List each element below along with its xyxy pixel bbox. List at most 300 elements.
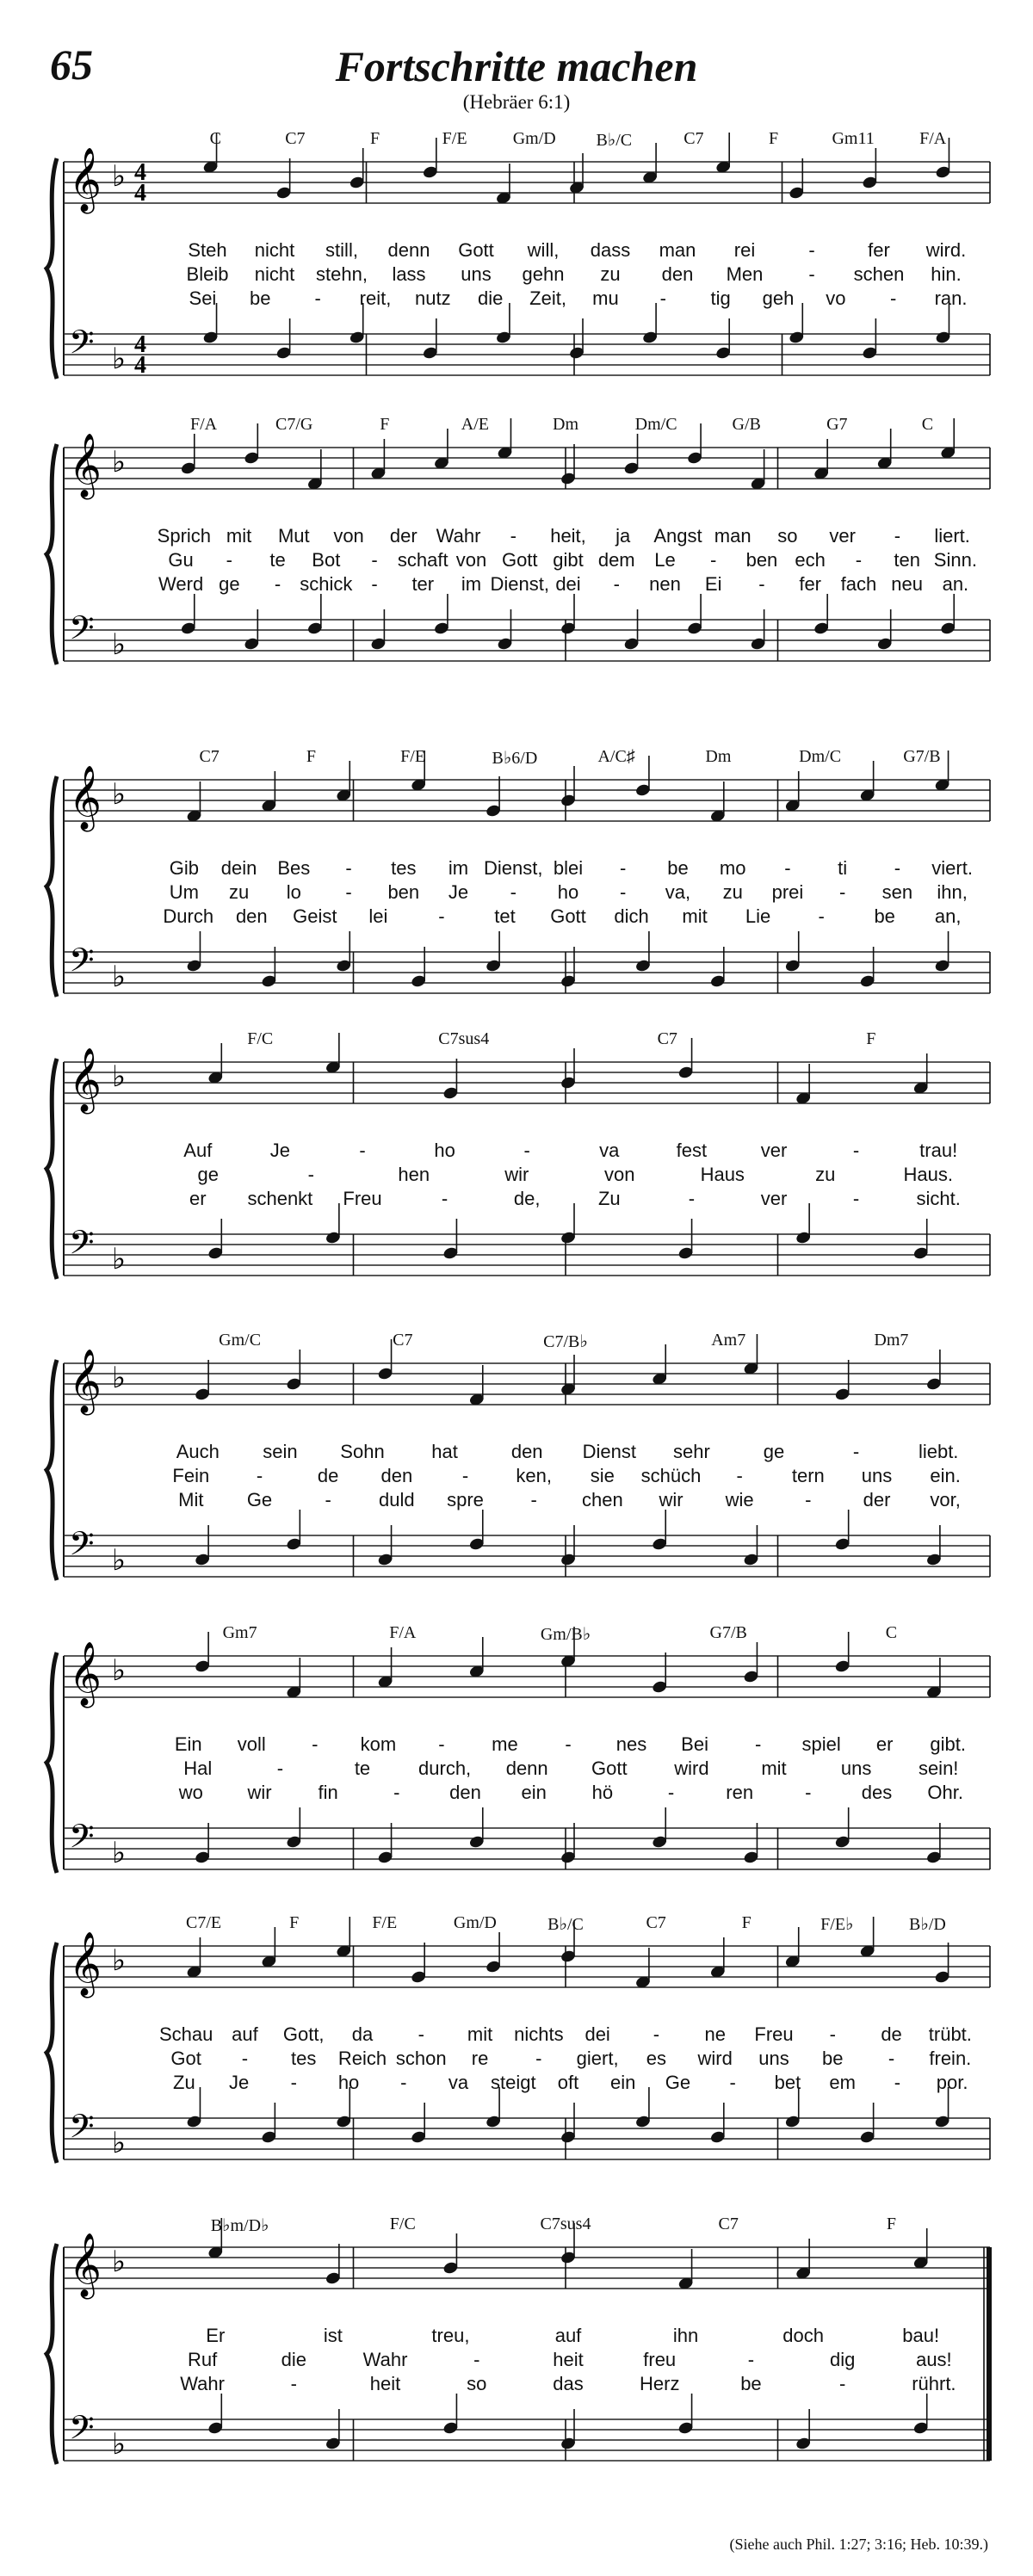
lyric-syllable: lei [368,905,388,927]
lyric-syllable: vo [826,287,846,309]
bass-staff [64,1828,990,1869]
lyric-syllable: - [829,2023,836,2045]
lyric-syllable: wo [178,1782,203,1803]
chord-symbol: Gm/C [219,1331,262,1350]
lyric-syllable: von [333,525,364,547]
treble-staff [64,1946,990,1987]
lyric-syllable: - [729,2072,736,2093]
chord-symbol: C [885,1623,898,1642]
lyric-syllable: - [438,905,445,927]
lyric-syllable: - [400,2072,407,2093]
bass-staff [64,334,990,375]
lyric-syllable: ver [829,525,856,547]
lyric-syllable: - [754,1733,762,1755]
bass-clef: 𝄢 [69,323,95,369]
lyric-syllable: vor, [930,1489,961,1510]
lyric-syllable: frein. [929,2048,972,2069]
footer-reference: (Siehe auch Phil. 1:27; 3:16; Heb. 10:39.) [729,2536,988,2553]
lyric-syllable: Um [169,881,199,903]
chord-symbol: C7 [657,1029,677,1048]
lyric-syllable: gibt [553,549,584,571]
lyric-syllable: Auf [183,1140,213,1161]
lyric-syllable: dem [597,549,635,571]
chord-symbol: F/A [389,1623,417,1642]
chord-symbol: C7 [646,1913,666,1932]
lyric-syllable: trübt. [928,2023,972,2045]
song-title: Fortschritte machen [335,42,698,90]
lyric-syllable: - [805,1489,812,1510]
chord-symbol: F/E♭ [820,1915,854,1934]
key-flat: ♭ [112,2246,127,2278]
bass-clef: 𝄢 [69,941,95,987]
lyric-syllable: fer [799,573,822,595]
lyric-syllable: - [688,1188,696,1209]
lyric-syllable: Sprich [157,525,212,547]
lyric-syllable: Sinn. [933,549,977,571]
lyric-syllable: be [740,2373,762,2394]
chord-symbol: C7 [393,1331,413,1350]
lyric-syllable: gehn [522,263,565,285]
key-flat: ♭ [112,1061,127,1093]
lyric-syllable: lo [286,881,301,903]
lyric-syllable: sen [881,881,913,903]
lyric-syllable: Zeit, [529,287,566,309]
chord-symbol: Gm11 [832,129,875,148]
chord-symbol: B♭m/D♭ [210,2216,269,2235]
lyric-syllable: heit [553,2349,584,2370]
brace [46,2244,57,2464]
lyric-syllable: an, [934,905,962,927]
brace [46,1652,57,1873]
lyric-syllable: schen [853,263,905,285]
lyric-syllable: doch [782,2325,824,2346]
lyric-syllable: Steh [188,239,227,261]
lyric-syllable: sein [263,1441,298,1462]
lyric-syllable: Wahr [180,2373,225,2394]
lyric-syllable: dass [590,239,631,261]
lyric-syllable: freu [643,2349,677,2370]
lyric-syllable: tes [291,2048,317,2069]
lyric-syllable: Wahr [362,2349,408,2370]
lyric-syllable: ver [760,1140,788,1161]
lyric-syllable: treu, [431,2325,470,2346]
lyric-syllable: - [274,573,281,595]
key-flat: ♭ [112,447,127,479]
lyric-syllable: Gott [501,549,538,571]
lyric-syllable: Sohn [340,1441,385,1462]
lyric-syllable: Gib [169,857,199,879]
lyric-syllable: Gu [168,549,194,571]
lyric-syllable: Got [170,2048,201,2069]
chord-symbol: Am7 [711,1331,746,1350]
lyric-syllable: - [808,263,815,285]
lyric-syllable: por. [936,2072,968,2093]
time-signature-bottom: 4 [134,352,146,379]
lyric-syllable: der [389,525,418,547]
lyric-syllable: lass [392,263,426,285]
lyric-syllable: be [250,287,271,309]
treble-clef: 𝄞 [69,766,102,830]
lyric-syllable: liebt. [918,1441,959,1462]
lyric-syllable: Bes [277,857,311,879]
lyric-syllable: er [189,1188,207,1209]
music-system [0,1331,1033,1615]
treble-clef: 𝄞 [69,1350,102,1413]
time-signature-bottom: 4 [134,180,146,207]
lyric-syllable: nicht [254,263,295,285]
treble-staff [64,162,990,203]
lyric-syllable: - [667,1782,675,1803]
lyric-syllable: Bei [681,1733,708,1755]
lyric-syllable: Ohr. [927,1782,963,1803]
lyric-syllable: - [613,573,620,595]
lyric-syllable: ech [795,549,826,571]
lyric-syllable: sicht. [916,1188,961,1209]
lyric-syllable: nicht [254,239,295,261]
treble-clef: 𝄞 [69,1932,102,1996]
time-signature-top: 4 [134,331,146,358]
lyric-syllable: - [888,2048,895,2069]
lyric-syllable: Bot [312,549,341,571]
chord-symbol: B♭/D [909,1915,946,1934]
lyric-syllable: ihn [672,2325,699,2346]
lyric-syllable: - [890,287,897,309]
lyric-syllable: Geist [293,905,337,927]
lyric-syllable: - [290,2373,297,2394]
lyric-syllable: dein [220,857,257,879]
lyric-syllable: schenkt [247,1188,313,1209]
treble-staff [64,2247,990,2289]
lyric-syllable: - [312,1733,319,1755]
bass-clef: 𝄢 [69,1524,95,1571]
key-flat: ♭ [112,343,127,375]
lyric-syllable: - [838,881,846,903]
lyric-syllable: ja [615,525,631,547]
lyric-syllable: er [875,1733,894,1755]
chord-symbol: C [921,415,934,434]
lyric-syllable: blei [553,857,584,879]
chord-symbol: Dm/C [799,747,842,766]
lyric-syllable: zu [815,1164,836,1185]
song-subtitle: (Hebräer 6:1) [462,91,571,113]
lyric-syllable: Mit [178,1489,204,1510]
lyric-syllable: stehn, [316,263,368,285]
lyric-syllable: nutz [415,287,451,309]
lyric-syllable: so [777,525,798,547]
lyric-syllable: Haus [700,1164,745,1185]
chord-symbol: F/A [919,129,947,148]
chord-symbol: A/E [461,415,489,434]
chord-symbol: Dm/C [634,415,677,434]
lyric-syllable: fin [318,1782,338,1803]
brace [46,776,57,997]
lyric-syllable: wir [504,1164,529,1185]
lyric-syllable: trau! [919,1140,958,1161]
lyric-syllable: be [822,2048,844,2069]
chord-symbol: F [741,1913,752,1932]
chord-symbol: B♭/C [547,1915,584,1934]
lyric-syllable: Zu [173,2072,195,2093]
lyric-syllable: tet [494,905,516,927]
treble-clef: 𝄞 [69,434,102,497]
lyric-syllable: dig [829,2349,856,2370]
chord-symbol: F/C [247,1029,274,1048]
lyric-syllable: giert, [576,2048,619,2069]
lyric-syllable: - [276,1757,284,1779]
lyric-syllable: denn [387,239,430,261]
lyric-syllable: aus! [916,2349,952,2370]
lyric-syllable: - [371,549,378,571]
lyric-syllable: be [667,857,689,879]
lyric-syllable: mit [226,525,252,547]
bass-clef: 𝄢 [69,2408,95,2455]
bass-staff [64,952,990,993]
lyric-syllable: - [620,857,627,879]
key-flat: ♭ [112,961,127,993]
lyric-syllable: - [418,2023,424,2045]
lyric-syllable: ho [337,2072,360,2093]
chord-symbol: Gm/D [512,129,556,148]
song-number: 65 [50,40,93,89]
lyric-syllable: - [784,857,791,879]
lyric-syllable: - [461,1465,469,1486]
lyric-syllable: auf [554,2325,582,2346]
lyric-syllable: nen [649,573,681,595]
lyric-syllable: - [241,2048,249,2069]
chord-symbol: Dm [705,747,732,766]
lyric-syllable: uns [840,1757,872,1779]
treble-staff [64,448,990,489]
lyric-syllable: fer [868,239,890,261]
lyric-syllable: - [659,287,666,309]
lyric-syllable: - [530,1489,537,1510]
lyric-syllable: va, [665,881,691,903]
lyric-syllable: der [863,1489,891,1510]
lyric-syllable: - [371,573,378,595]
lyric-syllable: wird. [925,239,967,261]
lyric-syllable: - [894,525,901,547]
lyric-syllable: ein. [930,1465,961,1486]
lyric-syllable: ben [745,549,778,571]
key-flat: ♭ [112,629,127,661]
lyric-syllable: nichts [514,2023,564,2045]
chord-symbol: Gm/B♭ [540,1625,591,1644]
chord-symbol: F [768,129,779,148]
lyric-syllable: te [354,1757,371,1779]
treble-clef: 𝄞 [69,2233,102,2297]
chord-symbol: Dm7 [874,1331,909,1350]
chord-symbol: C7/E [185,1913,222,1932]
bass-staff [64,620,990,661]
chord-symbol: Gm7 [222,1623,257,1642]
lyric-syllable: sie [590,1465,615,1486]
lyric-syllable: ihn, [937,881,968,903]
lyric-syllable: - [345,857,352,879]
lyric-syllable: Hal [183,1757,213,1779]
lyric-syllable: - [535,2048,542,2069]
lyric-syllable: heit [369,2373,401,2394]
chord-symbol: G7 [826,415,848,434]
chord-symbol: C7 [285,129,306,148]
chord-symbol: B♭6/D [492,749,538,768]
lyric-syllable: still, [325,239,358,261]
chord-symbol: Dm [553,415,578,434]
lyric-syllable: ge [219,573,240,595]
chord-symbol: G7/B [903,747,941,766]
lyric-syllable: ne [704,2023,726,2045]
chord-symbol: C7/B♭ [543,1332,588,1351]
music-system [0,747,1033,1031]
lyric-syllable: Men [726,263,764,285]
lyric-syllable: Auch [176,1441,220,1462]
lyric-syllable: schon [395,2048,447,2069]
chord-symbol: F/E [400,747,426,766]
lyric-syllable: zu [600,263,621,285]
final-barline-thick [987,2247,992,2461]
lyric-syllable: ren [726,1782,754,1803]
lyric-syllable: Er [206,2325,226,2346]
lyric-syllable: wie [725,1489,754,1510]
lyric-syllable: - [818,905,825,927]
lyric-syllable: sein! [918,1757,959,1779]
treble-staff [64,780,990,821]
lyric-syllable: Sei [189,287,217,309]
lyric-syllable: tern [791,1465,825,1486]
lyric-syllable: Je [228,2072,250,2093]
lyric-syllable: des [861,1782,893,1803]
lyric-syllable: tig [710,287,731,309]
lyric-syllable: - [393,1782,400,1803]
lyric-syllable: wird [697,2048,733,2069]
lyric-syllable: - [710,549,717,571]
lyric-syllable: de, [513,1188,541,1209]
chord-symbol: B♭/C [596,131,633,150]
lyric-syllable: kom [360,1733,397,1755]
lyric-syllable: uns [758,2048,789,2069]
lyric-syllable: das [553,2373,584,2394]
lyric-syllable: prei [771,881,804,903]
lyric-syllable: mo [719,857,746,879]
key-flat: ♭ [112,779,127,811]
lyric-syllable: - [523,1140,530,1161]
lyric-syllable: Angst [653,525,702,547]
lyric-syllable: - [852,1188,860,1209]
lyric-syllable: - [345,881,352,903]
lyric-syllable: Ruf [187,2349,218,2370]
lyric-syllable: man [714,525,752,547]
lyric-syllable: hin. [931,263,962,285]
lyric-syllable: viert. [931,857,973,879]
lyric-syllable: te [269,549,286,571]
lyric-syllable: ge [197,1164,219,1185]
chord-symbol: C7sus4 [540,2215,591,2233]
key-flat: ♭ [112,1362,127,1394]
lyric-syllable: - [256,1465,263,1486]
lyric-syllable: dei [585,2023,610,2045]
lyric-syllable: Zu [597,1188,621,1209]
lyric-syllable: denn [505,1757,548,1779]
lyric-syllable: ben [387,881,420,903]
lyric-syllable: Mut [277,525,310,547]
lyric-syllable: Lie [745,905,771,927]
lyric-syllable: reit, [359,287,392,309]
lyric-syllable: Gott [550,905,586,927]
lyric-syllable: nes [615,1733,647,1755]
lyric-syllable: Werd [158,573,204,595]
lyric-syllable: - [441,1188,448,1209]
lyric-syllable: ist [323,2325,343,2346]
music-system [0,1029,1033,1313]
bass-staff [64,1234,990,1276]
bass-clef: 𝄢 [69,1817,95,1863]
chord-symbol: F [289,1913,300,1932]
chord-symbol: F/E [442,129,467,148]
lyric-syllable: me [492,1733,518,1755]
lyric-syllable: tes [391,857,417,879]
lyric-syllable: ti [838,857,848,879]
chord-symbol: C7 [199,747,220,766]
lyric-syllable: Reich [337,2048,387,2069]
lyric-syllable: - [838,2373,846,2394]
lyric-syllable: - [314,287,321,309]
treble-clef: 𝄞 [69,1642,102,1706]
lyric-syllable: ter [411,573,435,595]
lyric-syllable: be [874,905,895,927]
lyric-syllable: - [226,549,233,571]
chord-symbol: A/C♯ [597,747,635,766]
lyric-syllable: auf [232,2023,258,2045]
music-system [0,1623,1033,1907]
lyric-syllable: - [325,1489,331,1510]
lyric-syllable: den [235,905,268,927]
lyric-syllable: will, [527,239,560,261]
lyric-syllable: neu [891,573,923,595]
lyric-syllable: Wahr [436,525,481,547]
lyric-syllable: - [894,857,901,879]
lyric-syllable: wird [674,1757,709,1779]
lyric-syllable: va [599,1140,620,1161]
lyric-syllable: - [808,239,815,261]
lyric-syllable: va [448,2072,469,2093]
lyric-syllable: wir [659,1489,684,1510]
lyric-syllable: mit [761,1757,787,1779]
lyric-syllable: hen [398,1164,430,1185]
lyric-syllable: Ge [246,1489,273,1510]
lyric-syllable: uns [861,1465,893,1486]
chord-symbol: C [209,129,221,148]
lyric-syllable: ken, [516,1465,552,1486]
lyric-syllable: - [852,1140,860,1161]
lyric-syllable: Gott [458,239,494,261]
lyric-syllable: ge [763,1441,785,1462]
lyric-syllable: oft [557,2072,579,2093]
key-flat: ♭ [112,161,127,193]
chord-symbol: Gm/D [453,1913,497,1932]
bass-clef: 𝄢 [69,608,95,655]
treble-clef: 𝄞 [69,148,102,212]
lyric-syllable: Herz [639,2373,680,2394]
lyric-syllable: Bleib [186,263,229,285]
lyric-syllable: dei [555,573,581,595]
lyric-syllable: schüch [640,1465,702,1486]
lyric-syllable: spiel [801,1733,841,1755]
lyric-syllable: Freu [343,1188,382,1209]
lyric-syllable: Fein [172,1465,210,1486]
treble-clef: 𝄞 [69,1048,102,1112]
lyric-syllable: - [852,1441,860,1462]
lyric-syllable: - [438,1733,445,1755]
key-flat: ♭ [112,1655,127,1687]
